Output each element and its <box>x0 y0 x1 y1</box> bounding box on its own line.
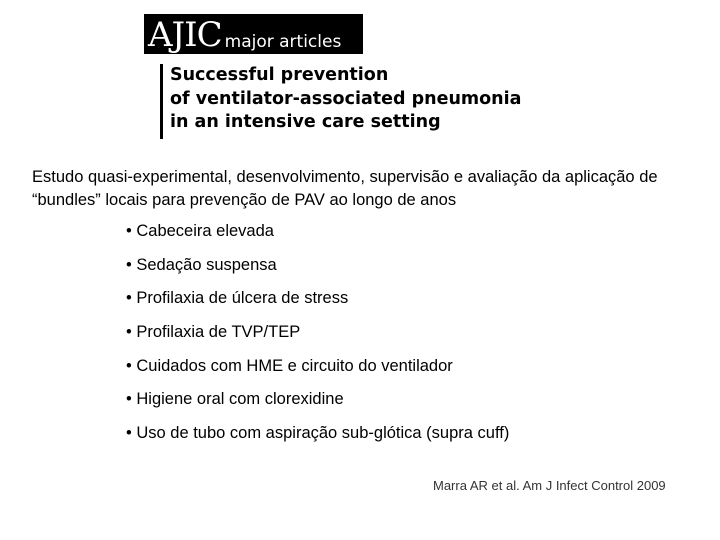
citation: Marra AR et al. Am J Infect Control 2009 <box>433 478 666 493</box>
bundle-item: • Cuidados com HME e circuito do ventilador <box>126 356 453 375</box>
bundle-item: • Profilaxia de úlcera de stress <box>126 289 349 308</box>
journal-logo-text: AJIC <box>148 15 222 54</box>
title-accent-bar <box>160 64 163 139</box>
bundle-item: • Cabeceira elevada <box>126 222 274 240</box>
bundle-item: • Profilaxia de TVP/TEP <box>126 323 301 342</box>
article-title-line-1: Successful prevention <box>170 65 389 85</box>
section-label: major articles <box>224 32 342 52</box>
article-title <box>170 64 521 135</box>
article-title-line-3: in an intensive care setting <box>170 112 441 132</box>
journal-logo <box>144 14 363 54</box>
bundle-item: • Uso de tubo com aspiração sub-glótica (supra cuff) <box>126 424 510 443</box>
bundle-list <box>126 221 509 457</box>
article-title-line-2: of ventilator-associated pneumonia <box>170 88 522 109</box>
study-summary: Estudo quasi-experimental, desenvolvimento, supervisão e avaliação da aplicação de “bundles” locais para prevenção de PAV ao longo de anos <box>32 168 658 209</box>
bundle-item: • Higiene oral com clorexidine <box>126 390 344 409</box>
bundle-item: • Sedação suspensa <box>126 255 277 274</box>
